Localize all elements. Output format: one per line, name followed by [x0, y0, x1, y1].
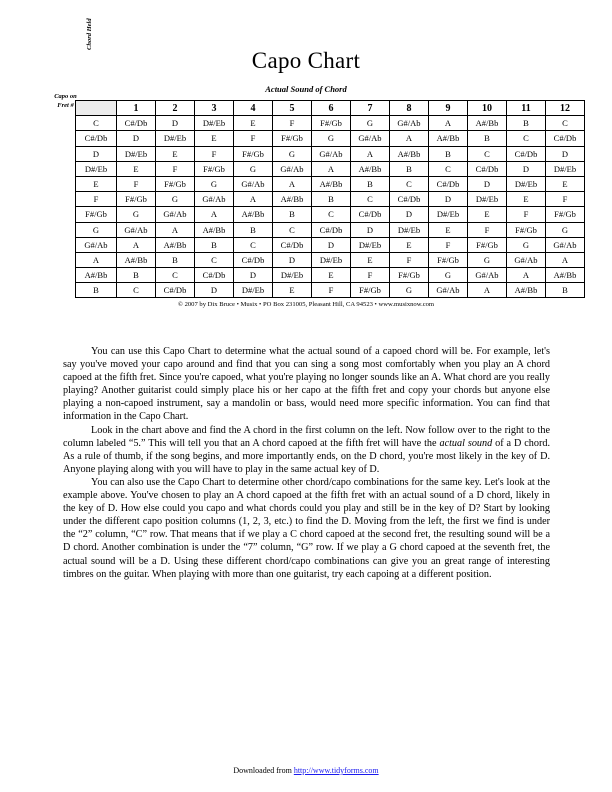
chart-cell: B — [507, 116, 546, 131]
chart-cell: C — [429, 161, 468, 176]
chart-cell: A — [273, 176, 312, 191]
chart-cell: D — [273, 252, 312, 267]
table-row — [76, 131, 585, 146]
column-header-fret-2: 2 — [156, 101, 195, 116]
column-header-fret-3: 3 — [195, 101, 234, 116]
chart-cell: G#/Ab — [117, 222, 156, 237]
chart-cell: A — [117, 237, 156, 252]
chord-held-axis-label: Chord Held — [86, 18, 93, 50]
chart-cell: C#/Db — [273, 237, 312, 252]
chart-cell: D — [390, 207, 429, 222]
table-row — [76, 146, 585, 161]
chart-cell: F — [117, 176, 156, 191]
chart-cell: D — [468, 176, 507, 191]
chart-cell: A#/Bb — [546, 268, 585, 283]
table-row — [76, 222, 585, 237]
chart-cell: G#/Ab — [546, 237, 585, 252]
paragraph-3: You can also use the Capo Chart to determine other chord/capo combinations for the same key. Let's look at the example above. You've chosen to play an A chord capoed at the fifth fret with an actual sound of a D chord, likely in the key of D. How else could you capo and what chords could you play and still be in the key of D? Start by looking under the different capo position columns (1, 2, 3, etc.) to find the D. Moving from the left, the first we find is under the “2” column, “C” row. That means that if we play a C chord capoed at the second fret, the resulting sound will be a D chord. Another combination is under the “7” column, “G” row. If we play a G chord capoed at the seventh fret, the actual sound will be a D. Using these different chord/capo combinations can give you an great range of interesting timbres on the guitar. When playing with more than one guitarist, try each capoing at a different position. — [63, 476, 550, 580]
chart-cell: A — [351, 146, 390, 161]
tidyforms-link[interactable]: http://www.tidyforms.com — [293, 766, 379, 775]
chart-cell: C#/Db — [468, 161, 507, 176]
chart-cell: F#/Gb — [468, 237, 507, 252]
table-row — [76, 207, 585, 222]
chart-cell: F — [429, 237, 468, 252]
footer-prefix: Downloaded from — [233, 766, 294, 775]
chart-cell: C#/Db — [234, 252, 273, 267]
chart-cell: D#/Eb — [234, 283, 273, 298]
chart-cell: G — [507, 237, 546, 252]
chart-cell: A#/Bb — [234, 207, 273, 222]
column-header-fret-6: 6 — [312, 101, 351, 116]
paragraph-2-emphasis: actual sound — [439, 437, 493, 449]
chart-cell: G#/Ab — [156, 207, 195, 222]
chart-cell: C — [507, 131, 546, 146]
chart-cell: G#/Ab — [507, 252, 546, 267]
chart-cell: F#/Gb — [117, 192, 156, 207]
chart-cell: D — [117, 131, 156, 146]
chart-cell: A — [507, 268, 546, 283]
chart-cell: E — [273, 283, 312, 298]
chart-cell: C — [156, 268, 195, 283]
chart-cell: C — [195, 252, 234, 267]
table-row — [76, 252, 585, 267]
chart-cell: G — [351, 116, 390, 131]
paragraph-2-part-a: Look in the chart above and find the A chord in the first column on the left. Now follow over to the right to the column labeled “5.” This will tell you that an A chord capoed at the fifth fret will have the — [63, 424, 550, 449]
chart-cell: B — [468, 131, 507, 146]
chart-cell: B — [156, 252, 195, 267]
chart-cell: A#/Bb — [312, 176, 351, 191]
chart-cell: C#/Db — [195, 268, 234, 283]
chart-cell: F#/Gb — [429, 252, 468, 267]
chart-cell: D — [312, 237, 351, 252]
chart-cell: A#/Bb — [468, 116, 507, 131]
chart-cell: D — [546, 146, 585, 161]
chart-cell: F#/Gb — [507, 222, 546, 237]
chart-cell: G — [312, 131, 351, 146]
chart-cell: G — [468, 252, 507, 267]
chart-cell: E — [312, 268, 351, 283]
chart-cell: F — [468, 222, 507, 237]
chart-cell: C#/Db — [117, 116, 156, 131]
chart-cell: E — [117, 161, 156, 176]
chart-cell: C#/Db — [429, 176, 468, 191]
row-header-chord: F#/Gb — [76, 207, 117, 222]
chart-cell: C — [468, 146, 507, 161]
paragraph-1: You can use this Capo Chart to determine what the actual sound of a capoed chord will be. For example, let's say you've moved your capo around and find that you can sing a song most comfortably when you play an A chord capoed at the fifth fret. Since you're capoed, what you're playing no longer sounds like an A. What chord are you really playing? Another guitarist could simply place his or her capo at the fifth fret and copy your chords but anyone else playing a non-capoed instrument, say a mandolin or bass, would need more specific information. You can find that information in the Capo Chart. — [63, 346, 550, 423]
row-header-chord: D#/Eb — [76, 161, 117, 176]
chart-cell: C — [351, 192, 390, 207]
chart-cell: D#/Eb — [546, 161, 585, 176]
chart-cell: C#/Db — [312, 222, 351, 237]
chart-cell: C — [312, 207, 351, 222]
chart-cell: A — [156, 222, 195, 237]
chart-cell: B — [234, 222, 273, 237]
chart-cell: A#/Bb — [507, 283, 546, 298]
table-header — [76, 101, 585, 116]
chart-cell: C — [390, 176, 429, 191]
chart-cell: A — [468, 283, 507, 298]
chart-cell: F#/Gb — [312, 116, 351, 131]
chart-cell: D#/Eb — [351, 237, 390, 252]
chart-cell: F#/Gb — [546, 207, 585, 222]
capo-label-line2: Fret # — [57, 102, 74, 109]
chart-cell: A#/Bb — [429, 131, 468, 146]
chart-cell: A — [546, 252, 585, 267]
chart-cell: G — [429, 268, 468, 283]
chart-cell: A#/Bb — [117, 252, 156, 267]
chart-cell: C — [273, 222, 312, 237]
row-header-chord: C#/Db — [76, 131, 117, 146]
row-header-chord: F — [76, 192, 117, 207]
chart-cell: B — [312, 192, 351, 207]
chart-cell: B — [390, 161, 429, 176]
chart-cell: A — [390, 131, 429, 146]
chart-cell: D#/Eb — [468, 192, 507, 207]
chart-cell: A — [312, 161, 351, 176]
chart-cell: F#/Gb — [156, 176, 195, 191]
chart-cell: D — [195, 283, 234, 298]
chart-cell: F — [390, 252, 429, 267]
paragraph-2-part-b: of a D chord. As a rule of thumb, if the song begins, and more importantly ends, on the D chord, you're most likely in the key of D. Anyone playing along with you will have to play in the same actual key of D. — [63, 437, 551, 475]
chart-cell: B — [273, 207, 312, 222]
column-header-fret-7: 7 — [351, 101, 390, 116]
row-header-chord: E — [76, 176, 117, 191]
chart-cell: F — [156, 161, 195, 176]
chart-cell: G — [546, 222, 585, 237]
column-header-fret-9: 9 — [429, 101, 468, 116]
chart-cell: C#/Db — [156, 283, 195, 298]
table-row — [76, 116, 585, 131]
table-row — [76, 283, 585, 298]
chart-cell: F — [312, 283, 351, 298]
chart-cell: F — [234, 131, 273, 146]
chart-cell: E — [507, 192, 546, 207]
chart-cell: D#/Eb — [117, 146, 156, 161]
chart-cell: F — [546, 192, 585, 207]
chart-cell: C — [117, 283, 156, 298]
chart-cell: C#/Db — [546, 131, 585, 146]
chart-cell: E — [156, 146, 195, 161]
chart-cell: B — [117, 268, 156, 283]
chart-cell: F — [351, 268, 390, 283]
table-corner-cell — [76, 101, 117, 116]
row-header-chord: C — [76, 116, 117, 131]
chart-cell: F#/Gb — [234, 146, 273, 161]
chart-cell: D — [429, 192, 468, 207]
chart-cell: E — [390, 237, 429, 252]
chart-cell: D#/Eb — [312, 252, 351, 267]
paragraph-2 — [63, 424, 550, 476]
chart-cell: B — [429, 146, 468, 161]
chart-cell: B — [195, 237, 234, 252]
column-header-fret-11: 11 — [507, 101, 546, 116]
chart-cell: F — [273, 116, 312, 131]
table-body — [76, 116, 585, 298]
chart-cell: G#/Ab — [273, 161, 312, 176]
chart-cell: C — [546, 116, 585, 131]
chart-cell: D — [234, 268, 273, 283]
chart-cell: C#/Db — [507, 146, 546, 161]
table-row — [76, 237, 585, 252]
chart-cell: F — [195, 146, 234, 161]
table-row — [76, 192, 585, 207]
chart-cell: D#/Eb — [429, 207, 468, 222]
column-header-fret-4: 4 — [234, 101, 273, 116]
column-header-fret-10: 10 — [468, 101, 507, 116]
chart-cell: B — [546, 283, 585, 298]
column-header-fret-5: 5 — [273, 101, 312, 116]
table-row — [76, 161, 585, 176]
chart-cell: G — [390, 283, 429, 298]
chart-cell: B — [351, 176, 390, 191]
chart-cell: E — [195, 131, 234, 146]
chart-cell: G#/Ab — [390, 116, 429, 131]
chart-cell: E — [429, 222, 468, 237]
chart-cell: F#/Gb — [390, 268, 429, 283]
chart-cell: G — [234, 161, 273, 176]
instructional-text — [63, 345, 550, 581]
row-header-chord: G#/Ab — [76, 237, 117, 252]
chart-cell: E — [234, 116, 273, 131]
column-header-fret-1: 1 — [117, 101, 156, 116]
chart-cell: G — [117, 207, 156, 222]
chart-cell: F#/Gb — [351, 283, 390, 298]
chart-cell: G#/Ab — [429, 283, 468, 298]
capo-label-line1: Capo on — [54, 93, 77, 100]
chart-cell: A — [195, 207, 234, 222]
chart-cell: C#/Db — [390, 192, 429, 207]
chart-cell: G — [273, 146, 312, 161]
row-header-chord: D — [76, 146, 117, 161]
chart-cell: A#/Bb — [390, 146, 429, 161]
chart-cell: F — [507, 207, 546, 222]
chart-cell: D#/Eb — [273, 268, 312, 283]
chart-subtitle: Actual Sound of Chord — [265, 84, 347, 94]
table-row — [76, 268, 585, 283]
chart-cell: E — [351, 252, 390, 267]
chart-cell: D#/Eb — [156, 131, 195, 146]
row-header-chord: A — [76, 252, 117, 267]
chart-cell: G — [156, 192, 195, 207]
table-row — [76, 176, 585, 191]
chart-cell: G#/Ab — [468, 268, 507, 283]
row-header-chord: G — [76, 222, 117, 237]
capo-chart-table — [75, 100, 585, 298]
chart-cell: G#/Ab — [234, 176, 273, 191]
chart-cell: G — [195, 176, 234, 191]
chart-cell: G#/Ab — [312, 146, 351, 161]
chart-cell: C — [234, 237, 273, 252]
column-header-fret-8: 8 — [390, 101, 429, 116]
column-header-fret-12: 12 — [546, 101, 585, 116]
chart-cell: G#/Ab — [195, 192, 234, 207]
chart-cell: G#/Ab — [351, 131, 390, 146]
chart-cell: F#/Gb — [273, 131, 312, 146]
chart-cell: A#/Bb — [195, 222, 234, 237]
chart-cell: D — [351, 222, 390, 237]
chart-cell: D — [507, 161, 546, 176]
chart-cell: A — [234, 192, 273, 207]
chart-cell: E — [468, 207, 507, 222]
row-header-chord: A#/Bb — [76, 268, 117, 283]
table-header-row — [76, 101, 585, 116]
chart-cell: E — [546, 176, 585, 191]
chart-cell: D — [156, 116, 195, 131]
capo-chart-container — [75, 100, 585, 298]
copyright-notice: © 2007 by Dix Bruce • Musix • PO Box 231005, Pleasant Hill, CA 94523 • www.musixnow.com — [177, 301, 435, 308]
chart-cell: A — [429, 116, 468, 131]
chart-cell: A#/Bb — [351, 161, 390, 176]
chart-cell: D#/Eb — [195, 116, 234, 131]
chart-cell: A#/Bb — [273, 192, 312, 207]
chart-cell: D#/Eb — [507, 176, 546, 191]
chart-cell: F#/Gb — [195, 161, 234, 176]
chart-cell: C#/Db — [351, 207, 390, 222]
footer — [0, 766, 612, 775]
row-header-chord: B — [76, 283, 117, 298]
chart-cell: A#/Bb — [156, 237, 195, 252]
chart-cell: D#/Eb — [390, 222, 429, 237]
page-title: Capo Chart — [251, 48, 361, 73]
